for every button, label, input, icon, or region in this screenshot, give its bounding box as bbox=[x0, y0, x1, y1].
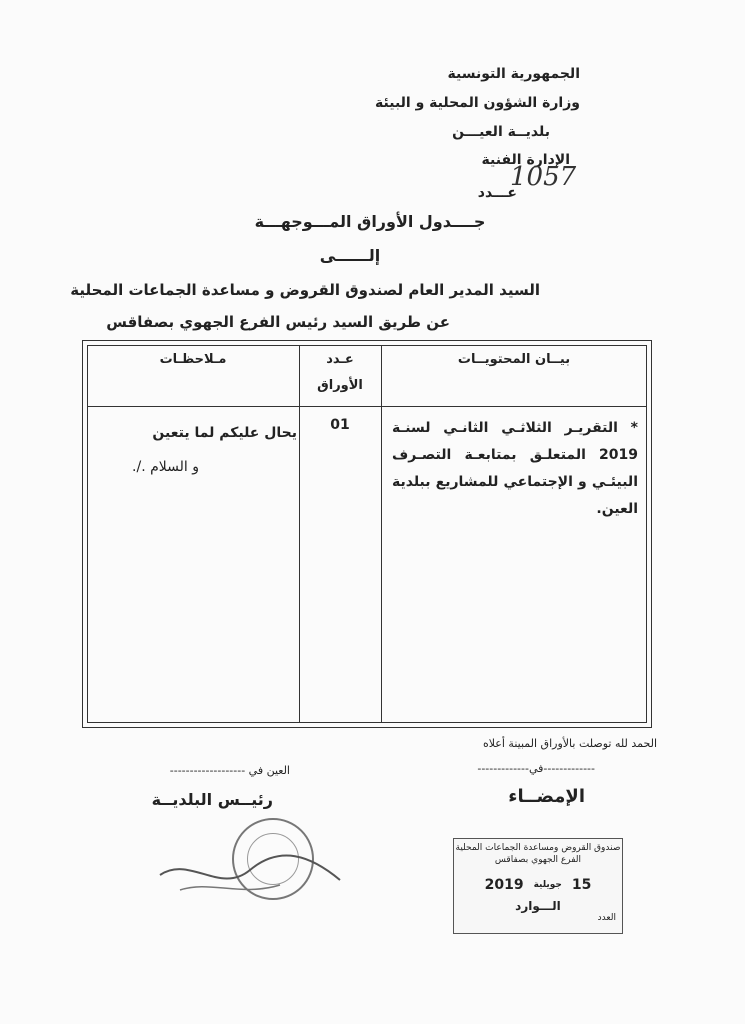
signature-label: الإمضــاء bbox=[508, 786, 585, 807]
signature-scribble bbox=[150, 835, 350, 905]
receipt-stamp bbox=[453, 838, 623, 934]
header-republic: الجمهورية التونسية bbox=[447, 66, 580, 82]
receipt-note: الحمد لله توصلت بالأوراق المبينة أعلاه bbox=[482, 737, 657, 750]
stamp-month: جويلية bbox=[533, 880, 562, 890]
stamp-label: الـــوارد bbox=[515, 899, 561, 913]
row-remarks-line1: يحال عليكم لما يتعين bbox=[152, 425, 297, 441]
stamp-day: 15 bbox=[571, 877, 592, 893]
column-divider-remarks bbox=[299, 345, 300, 723]
column-divider-contents bbox=[381, 345, 382, 723]
mayor-label: رئيــس البلديــة bbox=[151, 790, 273, 809]
header-department: الإدارة الفنية bbox=[481, 152, 570, 168]
row-pages-count: 01 bbox=[330, 417, 350, 433]
issue-place: العين في ------------------- bbox=[169, 764, 290, 777]
row-remarks-line2: و السلام ./. bbox=[132, 459, 199, 475]
header-number-prefix: عـــدد bbox=[477, 185, 517, 201]
handwritten-reference-number: 1057 bbox=[510, 162, 577, 192]
row-contents: * التقريـر الثلاثـي الثانـي لسنـة 2019 المتعلـق بمتابعـة التصـرف البيئـي و الإجتماعي للمشاريع ببلدية العين. bbox=[392, 420, 638, 517]
column-header-contents: بيــان المحتويــات bbox=[457, 352, 571, 367]
column-header-pages-count-line1: عـدد bbox=[326, 352, 354, 367]
stamp-line1: صندوق القروض ومساعدة الجماعات المحلية bbox=[455, 843, 621, 853]
stamp-date bbox=[454, 877, 622, 893]
via-line: عن طريق السيد رئيس الفرع الجهوي بصفاقس bbox=[106, 313, 450, 331]
stamp-year: 2019 bbox=[484, 877, 524, 893]
column-header-remarks: مـلاحظـات bbox=[159, 352, 227, 367]
header-ministry: وزارة الشؤون المحلية و البيئة bbox=[375, 95, 580, 111]
document-title: جــــدول الأوراق المـــوجهـــة bbox=[254, 212, 486, 231]
stamp-line2: الفرع الجهوي بصفاقس bbox=[494, 855, 582, 865]
header-row-divider bbox=[87, 406, 647, 407]
stamp-ref: العدد bbox=[597, 913, 616, 923]
column-header-pages-count-line2: الأوراق bbox=[317, 378, 363, 393]
title-to: إلــــــى bbox=[319, 246, 381, 265]
receipt-place: -------------في------------- bbox=[477, 762, 595, 775]
header-municipality: بلديــة العيـــن bbox=[452, 124, 550, 140]
table-inner-border bbox=[87, 345, 647, 723]
recipient-line: السيد المدير العام لصندوق القروض و مساعدة الجماعات المحلية bbox=[70, 281, 540, 299]
